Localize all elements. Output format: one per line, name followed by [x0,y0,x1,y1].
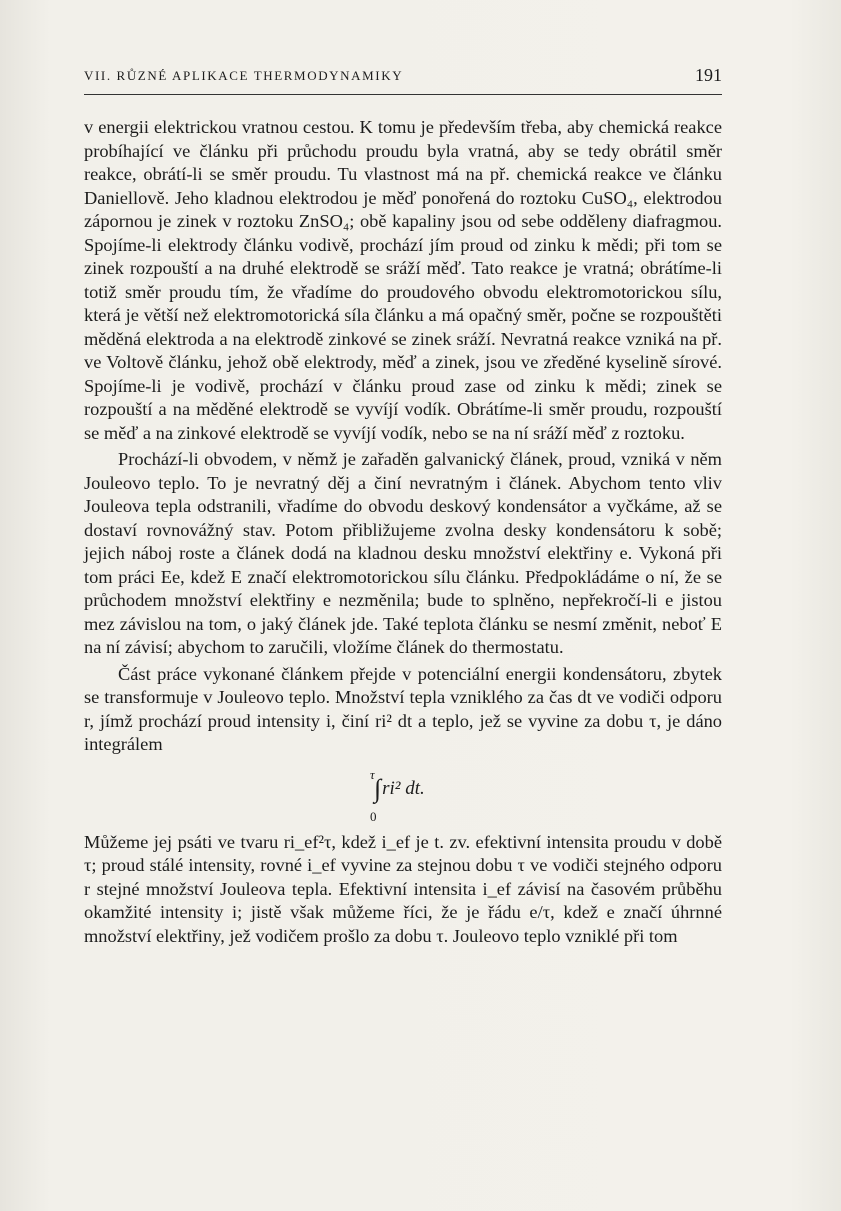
paragraph-1: v energii elektrickou vratnou cestou. K tomu je především třeba, aby chemická reakce probíhající ve článku při průchodu proudu byla vratná, aby se tedy obrátil směr reakce, obrátí-li se směr proudu. Tu vlastnost má na př. chemická reakce ve článku Daniellově. Jeho kladnou elektrodou je měď ponořená do roztoku CuSO₄, elektrodou zápornou je zinek v roztoku ZnSO₄; obě kapaliny jsou od sebe odděleny diafragmou. Spojíme-li elektrody článku vodivě, prochází jím proud od zinku k mědi; při tom se zinek rozpouští a na druhé elektrodě se sráží měď. Tato reakce je vratná; obrátíme-li totiž směr proudu tím, že vřadíme do proudového obvodu elektromotorickou sílu, která je větší než elektromotorická síla článku a má opačný směr, počne se rozpouštěti měděná elektroda a na elektrodě zinkové se zinek sráží. Nevratná reakce vzniká na př. ve Voltově článku, jehož obě elektrody, měď a zinek, jsou ve zředěné kyselině sírové. Spojíme-li je vodivě, prochází v článku proud zase od zinku k mědi; zinek se rozpouští a na měděné elektrodě se vyvíjí vodík. Obrátíme-li směr proudu, rozpouští se měď a na zinkové elektrodě se vyvíjí vodík, nebo se na ní sráží měď z roztoku. [84,117,722,443]
page-body [84,116,722,948]
integral-lower-limit: 0 [370,808,377,824]
page-number: 191 [695,65,722,85]
paragraph-4: Můžeme jej psáti ve tvaru ri_ef²τ, kdež i_ef je t. zv. efektivní intensita proudu v době τ; proud stálé intensity, rovné i_ef vyvine za stejnou dobu τ ve vodiči stejného odporu r stejné množství Jouleova tepla. Efektivní intensita i_ef závisí na časovém průběhu okamžité intensity i; jistě však můžeme říci, že je řádu e/τ, kdež e značí úhrnné množství elektřiny, jež vodičem prošlo za dobu τ. Jouleovo teplo vzniklé při tom [84,831,722,946]
integrand: ri² dt. [382,777,425,799]
integral-formula [84,763,722,827]
integral-expression [374,773,425,803]
running-head: VII. RŮZNÉ APLIKACE THERMODYNAMIKY [84,68,404,83]
integral-upper-limit: τ [370,766,375,782]
page-header [84,66,722,88]
integral-sign: ∫ [374,773,382,803]
paragraph-3: Část práce vykonané článkem přejde v potenciální energii kondensátoru, zbytek se transformuje v Jouleovo teplo. Množství tepla vzniklého za čas dt ve vodiči odporu r, jímž prochází proud intensity i, činí ri² dt a teplo, jež se vyvine za dobu τ, je dáno integrálem [84,663,722,754]
paragraph-2: Prochází-li obvodem, v němž je zařaděn galvanický článek, proud, vzniká v něm Jouleovo teplo. To je nevratný děj a činí nevratným i článek. Abychom tento vliv Jouleova tepla odstranili, vřadíme do obvodu deskový kondensátor a vyčkáme, až se dostaví rovnovážný stav. Potom přibližujeme zvolna desky kondensátoru k sobě; jejich náboj roste a článek dodá na kladnou desku množství elektřiny e. Vykoná při tom práci Ee, kdež E značí elektromotorickou sílu článku. Předpokládáme o ní, že se průchodem množství elektřiny e nezměnila; bude to splněno, nepřekročí-li e jistou mez závislou na tom, o jaký článek jde. Také teplota článku se nesmí změnit, neboť E na ní závisí; abychom to zaručili, vložíme článek do thermostatu. [84,449,722,657]
header-rule [84,94,722,95]
